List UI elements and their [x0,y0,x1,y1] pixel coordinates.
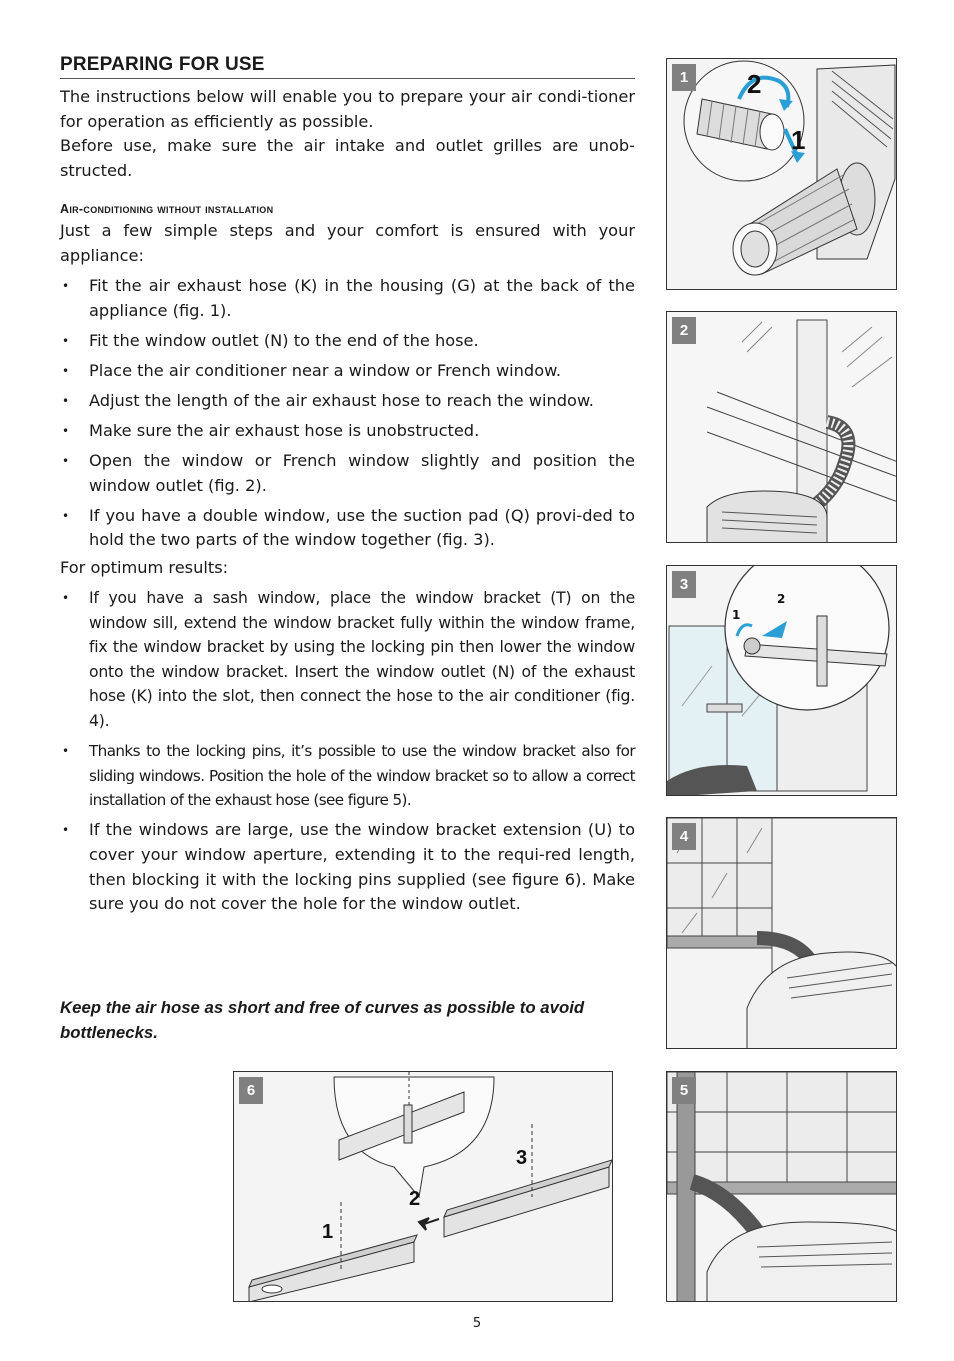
list-item: • If the windows are large, use the window bracket extension (U) to cover your window aperture, extending it to the requi-red length, then blocking it with the locking pins supplied (see figure 6). Make sure you do not cover the hole for the window outlet. [60,818,635,916]
section-heading: Air-conditioning without installation [60,202,274,217]
callout-2: 2 [747,69,762,99]
section-intro: Just a few simple steps and your comfort is ensured with your appliance: [60,221,635,265]
intro-paragraph-1: The instructions below will enable you to prepare your air condi-tioner for operation as efficiently as possible. [60,87,635,131]
main-column [60,54,635,917]
list-item: • Thanks to the locking pins, it’s possible to use the window bracket also for sliding windows. Position the hole of the window bracket so to allow a correct installation of the exhaust hose (see figure 5). [60,739,635,813]
figure-number: 2 [672,317,696,344]
figure-number: 4 [672,823,696,850]
callout-1: 1 [732,608,741,622]
bottleneck-note: Keep the air hose as short and free of curves as possible to avoid bottlenecks. [60,998,585,1042]
figure-number: 6 [239,1077,263,1104]
sliding-window-illustration [667,1072,897,1302]
window-outlet-illustration [667,312,897,543]
figure-5 [666,1071,897,1302]
figure-1 [666,58,897,290]
list-item: • Adjust the length of the air exhaust hose to reach the window. [60,389,635,414]
figure-3 [666,565,897,796]
list-item: • Place the air conditioner near a window or French window. [60,359,635,384]
optimum-label: For optimum results: [60,558,229,577]
bracket-extension-illustration [234,1072,613,1302]
callout-1: 1 [322,1221,334,1243]
figure-number: 3 [672,571,696,598]
figure-4 [666,817,897,1049]
list-item: • Make sure the air exhaust hose is unobstructed. [60,419,635,444]
figure-number: 5 [672,1077,696,1104]
list-item: • Fit the window outlet (N) to the end of the hose. [60,329,635,354]
figure-6 [233,1071,613,1302]
suction-pad-illustration [667,566,897,796]
callout-1: 1 [791,125,806,155]
sash-window-illustration [667,818,897,1049]
figure-number: 1 [672,64,696,91]
callout-2: 2 [409,1188,421,1210]
list-item: • Open the window or French window slightly and position the window outlet (fig. 2). [60,449,635,498]
callout-2: 2 [777,592,786,606]
list-item: • If you have a sash window, place the window bracket (T) on the window sill, extend the window bracket fully within the window frame, fix the window bracket by using the locking pin then lower the window onto the window bracket. Insert the window outlet (N) of the exhaust hose (K) into the slot, then connect the hose to the air conditioner (fig. 4). [60,586,635,734]
list-item: • Fit the air exhaust hose (K) in the housing (G) at the back of the appliance (fig. 1). [60,274,635,323]
steps-list [60,274,635,553]
hose-fitting-illustration [667,59,897,290]
page-number: 5 [472,1316,482,1331]
intro-paragraph-2: Before use, make sure the air intake and outlet grilles are unob-structed. [60,136,635,180]
page-title: PREPARING FOR USE [60,54,635,79]
callout-3: 3 [516,1147,528,1169]
list-item: • If you have a double window, use the suction pad (Q) provi-ded to hold the two parts of the window together (fig. 3). [60,504,635,553]
figure-2 [666,311,897,543]
optimum-list [60,586,635,917]
